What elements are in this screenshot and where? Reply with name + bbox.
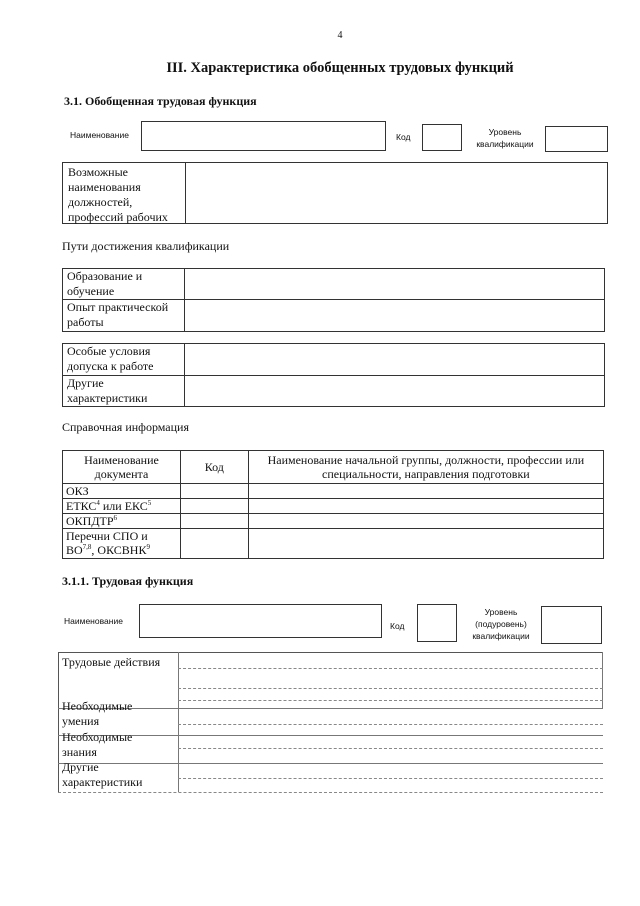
work-actions-label: Трудовые действия	[62, 655, 161, 669]
knowledge-label: Необходимые знания	[62, 730, 133, 759]
work-function-block	[58, 652, 603, 794]
otf-name-field[interactable]	[141, 121, 386, 151]
reference-info-heading: Справочная информация	[62, 420, 189, 434]
tf-level-label: Уровень (подуровень) квалификации	[472, 607, 530, 641]
tf-code-label: Код	[390, 621, 405, 631]
otf-code-label: Код	[396, 132, 411, 142]
experience-label: Опыт практической работы	[67, 300, 169, 329]
reference-table	[62, 450, 604, 559]
tf-name-label: Наименование	[64, 616, 123, 626]
positions-label: Возможные наименования должностей, профессий рабочих	[68, 165, 168, 224]
other-characteristics-label: Другие характеристики	[67, 376, 148, 405]
qualification-paths-heading: Пути достижения квалификации	[62, 239, 230, 253]
tf-name-field[interactable]	[139, 604, 382, 638]
other-characteristics-2-label: Другие характеристики	[62, 760, 143, 789]
ref-doc-okz: ОКЗ	[63, 484, 181, 499]
admission-label: Особые условия допуска к работе	[67, 344, 154, 373]
ref-doc-spo: Перечни СПО и ВО$^{7,8}$, ОКСВНК$^9$	[63, 529, 181, 559]
page-number: 4	[337, 30, 343, 41]
table-row	[63, 529, 604, 559]
section-3-1-1-heading: 3.1.1. Трудовая функция	[62, 574, 194, 588]
otf-level-field[interactable]	[545, 126, 608, 152]
ref-doc-etks: ЕТКС$^4$ или ЕКС$^5$	[63, 499, 181, 514]
ref-header-group: Наименование начальной группы, должности, профессии или специальности, направления подготовки	[248, 451, 603, 484]
conditions-block	[62, 343, 605, 407]
ref-doc-okpdtr: ОКПДТР$^6$	[63, 514, 181, 529]
ref-header-doc: Наименование документа	[63, 451, 181, 484]
tf-level-field[interactable]	[541, 606, 602, 644]
tf-code-field[interactable]	[417, 604, 457, 642]
section-3-1-heading: 3.1. Обобщенная трудовая функция	[64, 94, 257, 108]
positions-block	[62, 162, 608, 224]
ref-header-code: Код	[180, 451, 248, 484]
education-label: Образование и обучение	[67, 269, 143, 298]
education-block	[62, 268, 605, 332]
table-row	[63, 499, 604, 514]
table-row	[63, 514, 604, 529]
table-row	[63, 484, 604, 499]
otf-code-field[interactable]	[422, 124, 462, 151]
otf-level-label: Уровень квалификации	[476, 127, 534, 149]
skills-label: Необходимые умения	[62, 699, 133, 728]
otf-name-label: Наименование	[70, 130, 129, 140]
page-title: III. Характеристика обобщенных трудовых функций	[166, 60, 514, 76]
